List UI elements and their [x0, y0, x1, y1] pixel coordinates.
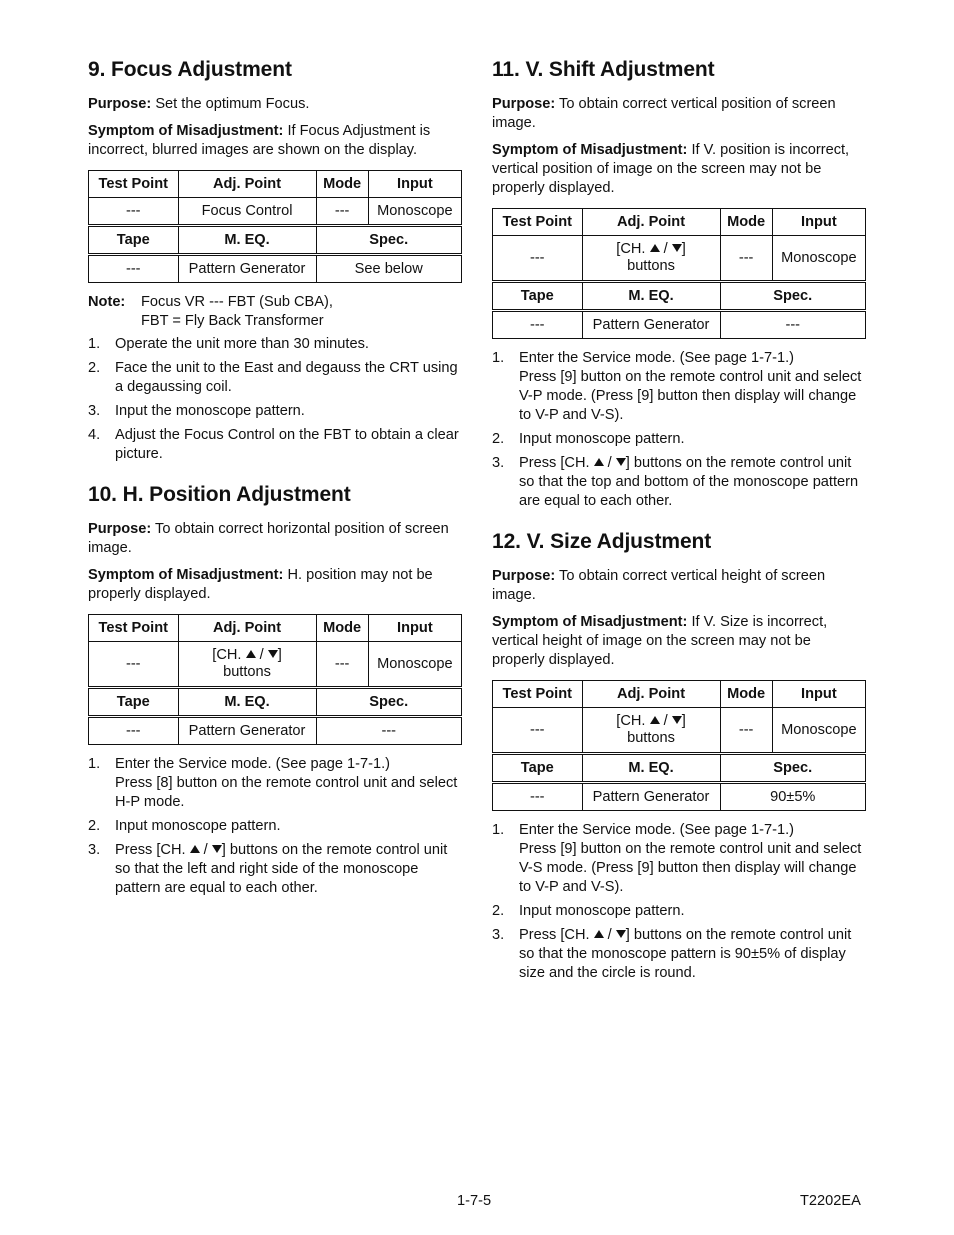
- adjustment-table: [492, 208, 866, 339]
- symptom-text: If V. Size is incorrect, vertical height of image on the screen may not be properly displayed.: [492, 614, 828, 669]
- header-m-eq: M. EQ.: [178, 688, 316, 717]
- header-m-eq: M. EQ.: [582, 754, 720, 783]
- step-number: 3.: [88, 842, 101, 859]
- step-text-part: /: [607, 927, 612, 944]
- cell-input: Monoscope: [772, 708, 865, 754]
- cell-m-eq: Pattern Generator: [582, 311, 720, 339]
- step-text-line: Press [9] button on the remote control unit and select V-S mode. (Press [9] button then display will change to V-P and V-S).: [519, 841, 862, 896]
- section-title: 9. Focus Adjustment: [88, 58, 292, 81]
- list-item: [492, 821, 866, 897]
- triangle-up-icon: [650, 716, 660, 724]
- purpose-paragraph: [88, 520, 462, 558]
- symptom-label: Symptom of Misadjustment:: [492, 142, 688, 159]
- cell-input: Monoscope: [772, 236, 865, 282]
- header-input: Input: [368, 171, 461, 198]
- header-input: Input: [772, 209, 865, 236]
- adj-text: /: [259, 647, 264, 664]
- adj-text: /: [663, 713, 668, 730]
- header-adj-point: Adj. Point: [178, 171, 316, 198]
- header-adj-point: Adj. Point: [178, 615, 316, 642]
- step-number: 3.: [492, 927, 505, 944]
- list-item: [88, 426, 462, 464]
- symptom-paragraph: [88, 122, 462, 160]
- cell-tape: ---: [493, 783, 583, 811]
- step-text-line: Enter the Service mode. (See page 1-7-1.): [519, 822, 794, 839]
- page-number: 1-7-5: [457, 1193, 492, 1209]
- header-input: Input: [368, 615, 461, 642]
- symptom-text: H. position may not be properly displayed.: [88, 567, 433, 603]
- list-item: [88, 402, 462, 421]
- step-number: 2.: [88, 360, 101, 377]
- header-adj-point: Adj. Point: [582, 681, 720, 708]
- cell-input: Monoscope: [368, 642, 461, 688]
- document-code: T2202EA: [800, 1193, 861, 1209]
- section-title: 11. V. Shift Adjustment: [492, 58, 715, 81]
- cell-test-point: ---: [89, 198, 179, 226]
- step-text-line: Enter the Service mode. (See page 1-7-1.): [115, 756, 390, 773]
- list-item: [492, 454, 866, 511]
- step-number: 1.: [88, 756, 101, 773]
- header-spec: Spec.: [720, 754, 865, 783]
- adjustment-table: [492, 680, 866, 811]
- steps-list: [88, 335, 462, 464]
- purpose-text: To obtain correct vertical position of screen image.: [492, 96, 836, 132]
- purpose-paragraph: [88, 95, 462, 114]
- steps-list: [88, 755, 462, 898]
- step-text: Input monoscope pattern.: [519, 431, 685, 448]
- symptom-label: Symptom of Misadjustment:: [492, 614, 688, 631]
- triangle-down-icon: [268, 650, 278, 658]
- note-label: Note:: [88, 294, 126, 311]
- step-text: [115, 841, 462, 898]
- step-number: 1.: [492, 350, 505, 367]
- header-test-point: Test Point: [89, 171, 179, 198]
- cell-mode: ---: [720, 708, 772, 754]
- triangle-down-icon: [672, 244, 682, 252]
- step-number: 4.: [88, 427, 101, 444]
- cell-spec: ---: [316, 717, 461, 745]
- step-text: [115, 755, 462, 812]
- cell-mode: ---: [720, 236, 772, 282]
- adj-text: buttons: [627, 258, 675, 275]
- list-item: [88, 335, 462, 354]
- cell-tape: ---: [493, 311, 583, 339]
- cell-m-eq: Pattern Generator: [178, 717, 316, 745]
- triangle-up-icon: [594, 930, 604, 938]
- step-text: Input monoscope pattern.: [115, 818, 281, 835]
- step-text-part: /: [607, 455, 612, 472]
- purpose-label: Purpose:: [88, 96, 152, 113]
- adjustment-table: [88, 170, 462, 283]
- step-text-line: Press [9] button on the remote control unit and select V-P mode. (Press [9] button then display will change to V-P and V-S).: [519, 369, 862, 424]
- purpose-label: Purpose:: [492, 568, 556, 585]
- cell-tape: ---: [89, 255, 179, 283]
- h-position-adjustment-section: [88, 483, 462, 898]
- steps-list: [492, 821, 866, 983]
- step-number: 2.: [492, 903, 505, 920]
- adj-text: ]: [681, 713, 686, 730]
- header-spec: Spec.: [316, 226, 461, 255]
- cell-tape: ---: [89, 717, 179, 745]
- adj-text: ]: [681, 241, 686, 258]
- step-text-part: ] buttons on the remote control unit so that the monoscope pattern is 90±5% of display size and the circle is round.: [519, 927, 852, 982]
- header-adj-point: Adj. Point: [582, 209, 720, 236]
- note-block: [88, 293, 462, 331]
- cell-mode: ---: [316, 198, 368, 226]
- triangle-down-icon: [212, 845, 222, 853]
- purpose-text: To obtain correct vertical height of screen image.: [492, 568, 826, 604]
- step-number: 3.: [492, 455, 505, 472]
- list-item: [492, 902, 866, 921]
- step-text-part: /: [203, 842, 208, 859]
- section-title: 10. H. Position Adjustment: [88, 483, 351, 507]
- list-item: [88, 841, 462, 898]
- symptom-text: If Focus Adjustment is incorrect, blurred images are shown on the display.: [88, 123, 431, 159]
- symptom-paragraph: [492, 613, 866, 670]
- list-item: [492, 430, 866, 449]
- adj-text: buttons: [223, 664, 271, 681]
- focus-adjustment-section: [88, 58, 462, 464]
- triangle-down-icon: [672, 716, 682, 724]
- cell-m-eq: Pattern Generator: [178, 255, 316, 283]
- header-test-point: Test Point: [493, 681, 583, 708]
- purpose-text: Set the optimum Focus.: [155, 96, 310, 113]
- step-text-line: Press [8] button on the remote control unit and select H-P mode.: [115, 775, 458, 811]
- right-column: [492, 58, 866, 988]
- steps-list: [492, 349, 866, 511]
- header-input: Input: [772, 681, 865, 708]
- purpose-label: Purpose:: [492, 96, 556, 113]
- list-item: [88, 755, 462, 812]
- step-text-line: Enter the Service mode. (See page 1-7-1.): [519, 350, 794, 367]
- symptom-label: Symptom of Misadjustment:: [88, 123, 284, 140]
- triangle-up-icon: [190, 845, 200, 853]
- cell-m-eq: Pattern Generator: [582, 783, 720, 811]
- header-mode: Mode: [316, 171, 368, 198]
- note-text: [141, 293, 333, 331]
- step-text-part: Press [CH.: [519, 455, 590, 472]
- step-text: Input monoscope pattern.: [519, 903, 685, 920]
- adj-text: /: [663, 241, 668, 258]
- step-text: Input the monoscope pattern.: [115, 403, 305, 420]
- triangle-down-icon: [616, 458, 626, 466]
- header-mode: Mode: [316, 615, 368, 642]
- note-line: FBT = Fly Back Transformer: [141, 313, 324, 330]
- symptom-paragraph: [492, 141, 866, 198]
- header-tape: Tape: [493, 282, 583, 311]
- list-item: [88, 817, 462, 836]
- left-column: [88, 58, 462, 903]
- step-text: [519, 821, 866, 897]
- triangle-up-icon: [650, 244, 660, 252]
- cell-test-point: ---: [493, 708, 583, 754]
- step-number: 1.: [492, 822, 505, 839]
- purpose-paragraph: [492, 95, 866, 133]
- step-text: Adjust the Focus Control on the FBT to obtain a clear picture.: [115, 427, 459, 463]
- symptom-label: Symptom of Misadjustment:: [88, 567, 284, 584]
- triangle-up-icon: [246, 650, 256, 658]
- step-number: 2.: [88, 818, 101, 835]
- purpose-paragraph: [492, 567, 866, 605]
- step-text-part: ] buttons on the remote control unit so that the left and right side of the monoscope pattern are equal to each other.: [115, 842, 448, 897]
- step-text-part: ] buttons on the remote control unit so that the top and bottom of the monoscope pattern are equal to each other.: [519, 455, 859, 510]
- header-spec: Spec.: [720, 282, 865, 311]
- header-spec: Spec.: [316, 688, 461, 717]
- header-tape: Tape: [493, 754, 583, 783]
- symptom-paragraph: [88, 566, 462, 604]
- cell-spec: See below: [316, 255, 461, 283]
- adj-text: ]: [277, 647, 282, 664]
- header-mode: Mode: [720, 209, 772, 236]
- purpose-text: To obtain correct horizontal position of screen image.: [88, 521, 449, 557]
- step-text: Operate the unit more than 30 minutes.: [115, 336, 369, 353]
- adjustment-table: [88, 614, 462, 745]
- header-tape: Tape: [89, 226, 179, 255]
- step-text-part: Press [CH.: [519, 927, 590, 944]
- purpose-label: Purpose:: [88, 521, 152, 538]
- header-m-eq: M. EQ.: [178, 226, 316, 255]
- header-test-point: Test Point: [493, 209, 583, 236]
- cell-test-point: ---: [493, 236, 583, 282]
- header-m-eq: M. EQ.: [582, 282, 720, 311]
- list-item: [88, 359, 462, 397]
- adj-text: [CH.: [212, 647, 242, 664]
- header-test-point: Test Point: [89, 615, 179, 642]
- adj-text: [CH.: [616, 713, 646, 730]
- header-mode: Mode: [720, 681, 772, 708]
- step-text: Face the unit to the East and degauss the CRT using a degaussing coil.: [115, 360, 458, 396]
- cell-adj-point: [582, 236, 720, 282]
- cell-spec: ---: [720, 311, 865, 339]
- cell-mode: ---: [316, 642, 368, 688]
- section-title: 12. V. Size Adjustment: [492, 530, 712, 554]
- step-text: [519, 454, 866, 511]
- header-tape: Tape: [89, 688, 179, 717]
- cell-adj-point: [178, 642, 316, 688]
- adj-text: buttons: [627, 730, 675, 747]
- v-shift-adjustment-section: [492, 58, 866, 511]
- list-item: [492, 349, 866, 425]
- list-item: [492, 926, 866, 983]
- triangle-down-icon: [616, 930, 626, 938]
- note-line: Focus VR --- FBT (Sub CBA),: [141, 294, 333, 311]
- v-size-adjustment-section: [492, 530, 866, 983]
- triangle-up-icon: [594, 458, 604, 466]
- step-number: 2.: [492, 431, 505, 448]
- cell-spec: 90±5%: [720, 783, 865, 811]
- cell-adj-point: Focus Control: [178, 198, 316, 226]
- step-text: [519, 926, 866, 983]
- step-number: 1.: [88, 336, 101, 353]
- step-text: [519, 349, 866, 425]
- symptom-text: If V. position is incorrect, vertical position of image on the screen may not be properly displayed.: [492, 142, 850, 197]
- cell-test-point: ---: [89, 642, 179, 688]
- cell-input: Monoscope: [368, 198, 461, 226]
- adj-text: [CH.: [616, 241, 646, 258]
- step-number: 3.: [88, 403, 101, 420]
- step-text-part: Press [CH.: [115, 842, 186, 859]
- cell-adj-point: [582, 708, 720, 754]
